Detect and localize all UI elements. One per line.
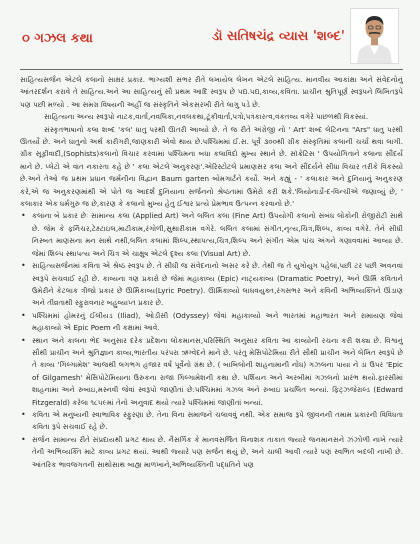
- header-divider: [20, 69, 403, 70]
- column-title: ૦ ગઝલ કથા: [22, 31, 93, 46]
- bullet-list: [20, 210, 403, 471]
- bullet-item: • સ્થાન અને કાલના ભેદ અનુસાર દરેક પ્રદેશના લોકમાનસ,પરિસ્થિતિ અનુસાર કવિતા આ કાવ્યોની રચના કરી શક્ય છે. વિશ્વનું સૌથી પ્રાચીન અને શ્રુતિજ્ઞાન કાવ્ય,ભારતીય પરંપરા ઋગ્વેદને માને છે. પરંતુ મેસિપોટેમિયા રીતે સૌથી પ્રાચીન અને લેખિત સ્વરૂપે છે તે કાવ્ય 'ગિલ્ગામેશ' આજથી લગભગ હજાર વર્ષ પૂર્વેનો ગ્રંથ છે. ( બાબિલોની શાહનામાની નોંધ) ગઝલના પાયા ને ડા ઉપર 'Epic of Gilgamesh' મેસિપોટેમિયાના ઉરુકના રાજા ગિલ્ગામેશની કથા છે. પર્શિયન અને અરબીમાં ગઝલનો પ્રારંભ થયો.ફારસીમાં શાહનામા અને રુબાઇ,મસ્નવી જેવાં સ્વરૂપો જાણીતાં છે.પશ્ચિમમાં ગઝલ અને રુબાઇ પ્રચલિત બન્યાં. ફિટ્ઝજેરાલ્ડ (Edward Fitzgerald) કરેલા ૧૮૫૯માં તેનો અનુવાદ થયો ત્યારે પશ્ચિમમાં જાણીતાં બન્યાં.: [20, 335, 403, 409]
- bullet-item: • કલાના બે પ્રકાર છેઃ સામાન્ય કલા (Applied Art) અને લલિત કલા (Fine Art) ઉપયોગી કલાનો સંબંધ લોકોની રોજીરોટી સાથે છે. જેમ કે ફર્નિચર,ટેક્ષ્ટાઇલ,માટીકામ,રંગોળી,સુથારીકામ વગેરે. લલિત કલામાં સંગીત,નૃત્ય,ચિત્ર,શિલ્પ, કાવ્ય વગેરે. તેને સીધી નિસ્બત માણસના મન સાથે નથી,લલિત કલામાં શિલ્પ,સ્થાપત્ય,ચિત્ર,શિલ્પ અને સંગીત એમ પાંચ અંગને ગણાવવામાં આવ્યા છે. જેમાં શિલ્પ સ્થાપત્ય અને ચિત્ર એ ચાક્ષુષ એટલે દૃશ્ય કલા (Visual Art) છે.: [20, 210, 403, 260]
- article-body: [20, 74, 403, 536]
- body-paragraph: સંસ્કૃતભાષાનો કલા શબ્દ 'કલ' ધાતુ પરથી ઊતરી આવ્યો છે. તે જ રીતે અંગ્રેજી નો ' Art' શબ્દ લેટિનના "Ars" ધાતુ પરથી ઊતર્યો છે. અને ધાતુનો અર્થ કારીગરી,જાણકારી એવો થાય છે.પશ્ચિમમાં ઈ.સ. પૂર્વે ૩૦૦થી ગ્રીક સંસ્કૃતિમાં કલાની ચર્ચા થવા લાગી. ગ્રીક સૂફીવાદી,(Sophists)કલાનો વિચાર કરવામાં પશ્ચિમના બધા કલાવિદો મુખ્ય સ્થાને છે. સૉક્રેટિસ ' ઉપયોગિતાને કલાના સૌંદર્ય માને છે. પ્લેટો એ વાત નકારતા કહે છે ' કલા એટલે અનુકરણ'.એરિસ્ટોટલે પ્રમાણસર કલા અને સૌંદર્યને સીધા વિચાર તરીકે વિકસ્યો છે.અને તેઓ જ પ્રથમ પ્રધાન જર્મનીના વિદ્વાન Baum garten બોમગાર્ટને કર્યો. અને કહ્યું - ' કલાકાર અને દુનિયાનું અનુકરણ કરે,એ જ અનુકરણમાંથી એ પોતે જ આદર્શ દુનિયાના સર્જનનો શ્રેષ્ઠતામાં ઉમેરો કરી શકે.'લિયોનાર્ડો-દ-વિન્ચીએ જણાવ્યું છે, ' કલાકાર એક ધર્મગુરુ જ છે,કારણ કે કલાનો મુખ્ય હેતુ ઈશ્વર પ્રત્યે પ્રેમભાવ ઉત્પન્ન કરવાનો છે.': [20, 124, 403, 209]
- body-paragraph: સાહિત્યસર્જન એટલે કલાનો સાક્ષર પ્રકાર. ભાગ્યશી સભર રીતે લખાયેલ લેખન એટલે સાહિત્ય. માનવીય આકાંક્ષા અને સંવેદનોનું આંતરદર્શન કરાવે તે સાહિત્ય.અને આ સાહિત્યનું સૌ પ્રથમ આદિ સ્વરૂપ છે પદ્ય.પદ્ય,કાવ્ય,કવિતા. પ્રાચીન શ્રુતિપૂર્ણ સ્વરૂપને લિખિતરૂપે પણ પછી મળ્યો . આ સમગ્ર વિષયની અહીં જ સંસ્કૃતિને એકસરખી રીતે લાગુ પડે છે.: [20, 75, 403, 109]
- bullet-item: • પશ્ચિમમાં હોમરનું ઈલીયડ (Iliad), ઓડીસી (Odyssey) જેવાં મહાકાવ્યો અને ભારતમાં મહાભારત અને રામાયણ જેવાં મહાકાવ્યો એ Epic Poem ની કક્ષામાં આવે.: [20, 310, 403, 335]
- author-portrait-image: [351, 9, 398, 63]
- bullet-item: • કવિતા એ મનુષ્યની સ્વાભાવિક સ્ફુરણા છે. તેના વિના સમાજને ચલાવવું નથી. એક સમાજ રૂપે જીવનની તમામ પ્રકારની વિવિધતા કવિતા રૂપે સચવાઈ રહે છે.: [20, 409, 403, 434]
- author-photo: [350, 8, 399, 64]
- bullet-item: • સર્જન સામાન્ય રીતે સંપ્રદાયથી પ્રગટ થાય છે. નૈસર્ગિક કે માનવસર્જિત વિનાશક તાકાત જ્યારે જનમાનસને ઝંઝોળી નાખે ત્યારે તેની અભિવ્યક્તિ માટે કાવ્ય પ્રગટ થયાં. આથી જ્યારે પણ સર્જન થયું છે, અને ચાલી આવી ત્યારે પણ સ્વભિત બદલી નાખી છે. આંતરિક ભાવજગતની સાથોસાથ બાહ્ય માળખાને,અભિવ્યક્તિની પદ્ધતિને પણ: [20, 434, 403, 471]
- author-name: ડૉ સતિષચંદ્ર વ્યાસ 'શબ્દ': [212, 29, 345, 44]
- body-paragraph: સાહિત્યના અન્ય સ્વરૂપો નાટક,વાર્તા,નવલિકા,નવલકથા,ટૂંકીવાર્તા,પત્રો,પત્રકારત્વ,વકતવ્ય વગેરે પાછળથી વિકસ્યાં.: [44, 112, 369, 122]
- bullet-item: • સાહિત્યસર્જનમાં કવિતા એ શ્રેષ્ઠ સ્વરૂપ છે. તે સીધી જ સંવેદનાનો અસર કરે છે. તેથી જ તે યુગોયુગ પહેલાં,પછી ટર પછી અવનવાં સ્વરૂપે સચવાઈ રહી છે. કાવ્યના ત્રણ પ્રકારો છે જેમાં મહાકાવ્ય (Epic) નાટ્યકાવ્ય (Dramatic Poetry), અને ઊર્મિ કવિતાને ઉમેરીને કેટલાક ત્રીજો પ્રકાર છે ઊર્મિકાવ્ય(Lyric Poetry). ઊર્મિકાવ્યો લાઘવયુક્ત,રંગસભર અને કવિની અભિવ્યક્તિને ઊંડાણ અને તીવ્રતાથી સ્ફુરાવનાર બહુવ્યાપ્ત પ્રકાર છે.: [20, 260, 403, 310]
